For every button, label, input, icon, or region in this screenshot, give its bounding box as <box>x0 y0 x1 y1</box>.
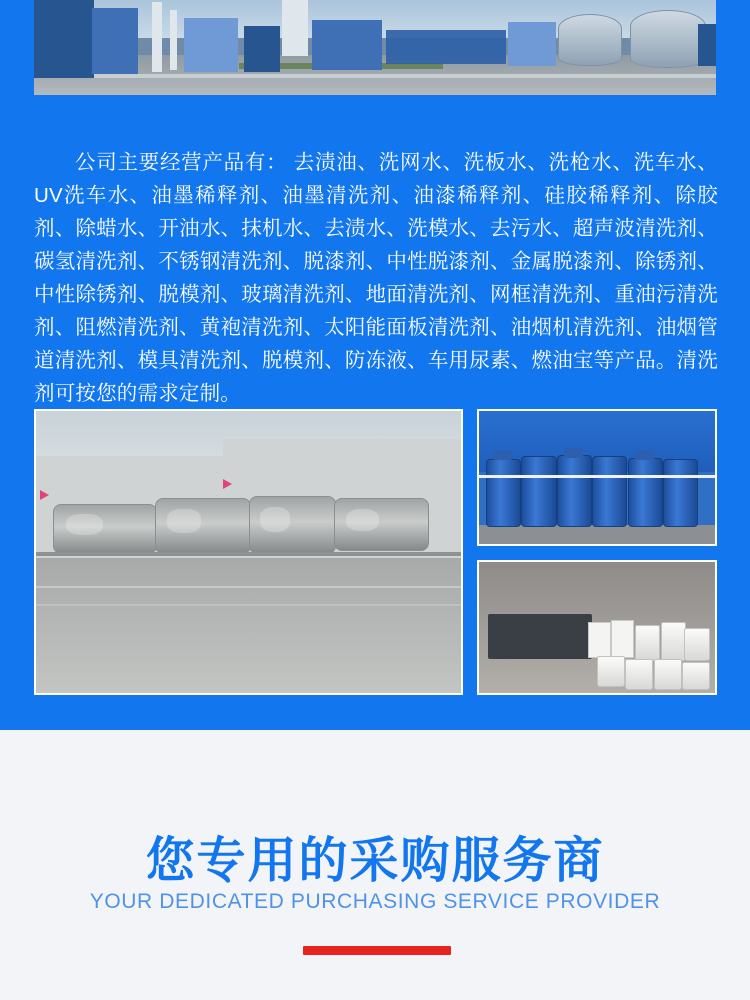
photo-pail <box>684 628 710 661</box>
white-pails-on-pallet-photo <box>477 560 717 695</box>
photo-fence <box>36 586 461 606</box>
photo-structure <box>312 20 382 70</box>
product-list-paragraph: 公司主要经营产品有： 去渍油、洗网水、洗板水、洗枪水、洗车水、UV洗车水、油墨稀释剂、油墨清洗剂、油漆稀释剂、硅胶稀释剂、除胶剂、除蜡水、开油水、抹机水、去渍水、洗模水、去污水、超声波清洗剂、碳氢清洗剂、不锈钢清洗剂、脱漆剂、中性脱漆剂、金属脱漆剂、除锈剂、中性除锈剂、脱模剂、玻璃清洗剂、地面清洗剂、网框清洗剂、重油污清洗剂、阻燃清洗剂、黄袍清洗剂、太阳能面板清洗剂、油烟机清洗剂、油烟管道清洗剂、模具清洗剂、脱模剂、防冻液、车用尿素、燃油宝等产品。清洗剂可按您的需求定制。 <box>34 150 718 405</box>
photo-drum-cap <box>635 451 654 460</box>
photo-floor <box>479 525 715 544</box>
accent-divider <box>303 946 451 955</box>
photo-structure <box>508 22 556 66</box>
photo-pail-stack <box>611 620 634 659</box>
storage-tank-yard-photo <box>34 409 463 695</box>
photo-road <box>34 74 716 78</box>
photo-storage-tank <box>249 496 336 554</box>
photo-structure <box>244 26 280 72</box>
footer-slogan-section <box>0 730 750 1000</box>
photo-distillation-tower <box>152 2 162 72</box>
photo-yard-ground <box>36 558 461 693</box>
photo-pail <box>625 659 653 690</box>
photo-structure <box>92 8 138 74</box>
photo-structure <box>698 24 716 66</box>
photo-drum <box>557 455 592 527</box>
photo-rail <box>36 552 461 556</box>
photo-drum <box>592 456 627 527</box>
photo-pail <box>597 656 625 687</box>
photo-pail <box>635 625 661 661</box>
photo-storage-tank <box>334 498 430 551</box>
slogan-english: YOUR DEDICATED PURCHASING SERVICE PROVIDER <box>89 890 661 913</box>
photo-strap <box>479 475 715 478</box>
slogan-chinese: 您专用的采购服务商 <box>145 834 605 888</box>
photo-chimney <box>282 0 308 56</box>
photo-drum <box>486 459 521 528</box>
photo-pail <box>654 659 682 690</box>
photo-drum <box>521 456 556 527</box>
photo-drum <box>628 458 663 528</box>
photo-storage-tank <box>155 498 251 554</box>
photo-flag <box>223 479 232 489</box>
hero-plant-photo <box>34 0 716 95</box>
photo-structure <box>184 18 238 72</box>
photo-drum <box>663 459 698 528</box>
blue-plastic-drums-photo <box>477 409 717 546</box>
photo-storage-tank <box>558 14 622 66</box>
photo-pail-stack <box>588 622 611 658</box>
photo-flag <box>40 490 49 500</box>
photo-pallet <box>488 614 592 659</box>
photo-pail <box>661 622 687 661</box>
photo-distillation-tower <box>170 10 177 70</box>
photo-storage-tank <box>630 10 706 68</box>
photo-pipe-rack <box>386 30 506 64</box>
photo-storage-tank <box>53 504 157 554</box>
photo-pail <box>682 662 710 690</box>
photo-drum-cap <box>564 448 583 457</box>
photo-structure <box>34 0 94 78</box>
photo-drum-cap <box>493 451 512 460</box>
